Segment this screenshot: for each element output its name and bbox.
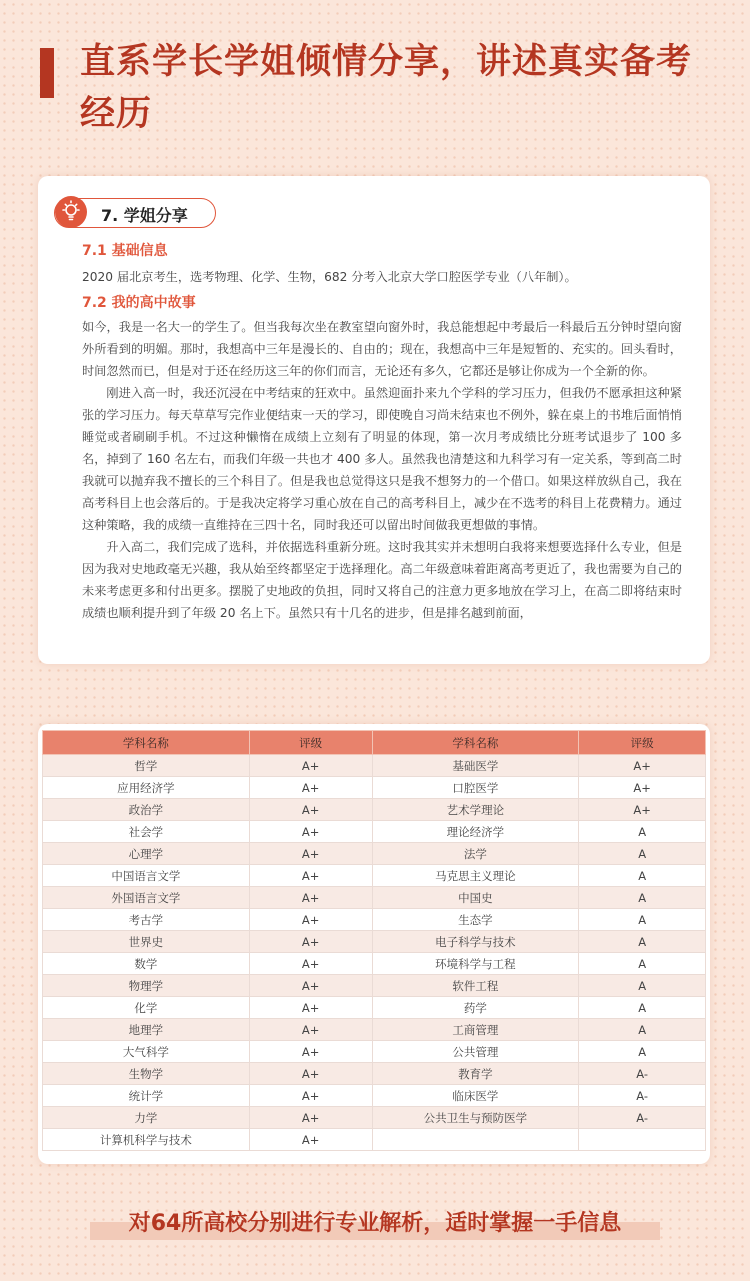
subject-name-cell: 力学 xyxy=(43,1107,250,1129)
subject-name-cell: 社会学 xyxy=(43,821,250,843)
table-row xyxy=(43,953,706,975)
subject-name-cell: 数学 xyxy=(43,953,250,975)
rating-cell: A xyxy=(579,1041,706,1063)
rating-cell: A+ xyxy=(249,909,372,931)
subject-name-cell: 工商管理 xyxy=(372,1019,579,1041)
subject-name-cell: 生态学 xyxy=(372,909,579,931)
table-row xyxy=(43,865,706,887)
subject-name-cell: 世界史 xyxy=(43,931,250,953)
story-body xyxy=(82,316,682,624)
section-pill xyxy=(54,198,216,228)
rating-cell: A+ xyxy=(579,777,706,799)
rating-cell: A xyxy=(579,931,706,953)
rating-cell: A+ xyxy=(249,843,372,865)
table-row xyxy=(43,821,706,843)
subject-name-cell: 政治学 xyxy=(43,799,250,821)
subject-name-cell: 化学 xyxy=(43,997,250,1019)
rating-cell: A xyxy=(579,843,706,865)
story-card xyxy=(38,176,710,664)
rating-cell: A+ xyxy=(249,1129,372,1151)
rating-cell: A+ xyxy=(249,1085,372,1107)
subject-name-cell: 物理学 xyxy=(43,975,250,997)
table-header-row xyxy=(43,731,706,755)
rating-cell: A+ xyxy=(249,755,372,777)
rating-cell: A+ xyxy=(249,953,372,975)
rating-cell: A+ xyxy=(249,1019,372,1041)
subject-name-cell: 教育学 xyxy=(372,1063,579,1085)
story-paragraph: 刚进入高一时，我还沉浸在中考结束的狂欢中。虽然迎面扑来九个学科的学习压力，但我仍不愿承担这种紧张的学习压力。每天草草写完作业便结束一天的学习，即使晚自习尚未结束也不例外，躲在桌上的书堆后面悄悄睡觉或者刷刷手机。不过这种懒惰在成绩上立刻有了明显的体现，第一次月考成绩比分班考试退步了 100 多名，掉到了 160 名左右，而我们年级一共也才 400 多人。虽然我也清楚这和九科学习有一定关系，等到高二时我就可以抛弃我不擅长的三个科目了。但是我也总觉得这只是我不想努力的一个借口。如果这样放纵自己，我在高考科目上也会落后的。于是我决定将学习重心放在自己的高考科目上，减少在不选考的科目上花费精力。通过这种策略，我的成绩一直维持在三四十名，同时我还可以留出时间做我更想做的事情。 xyxy=(82,386,682,532)
table-row xyxy=(43,931,706,953)
subject-name-cell: 计算机科学与技术 xyxy=(43,1129,250,1151)
column-header: 学科名称 xyxy=(372,731,579,755)
table-row xyxy=(43,887,706,909)
subsection-title-basic: 7.1 基础信息 xyxy=(82,243,168,259)
table-row xyxy=(43,1041,706,1063)
footer-caption: 对64所高校分别进行专业解析，适时掌握一手信息 xyxy=(128,1211,622,1236)
page-headline: 直系学长学姐倾情分享，讲述真实备考经历 xyxy=(80,42,693,134)
subject-name-cell: 中国语言文学 xyxy=(43,865,250,887)
rating-cell: A+ xyxy=(249,821,372,843)
rating-cell: A- xyxy=(579,1085,706,1107)
subsection-title-story: 7.2 我的高中故事 xyxy=(82,295,196,311)
subject-name-cell: 理论经济学 xyxy=(372,821,579,843)
rating-cell: A+ xyxy=(249,975,372,997)
table-row xyxy=(43,843,706,865)
subject-name-cell: 应用经济学 xyxy=(43,777,250,799)
story-paragraph: 如今，我是一名大一的学生了。但当我每次坐在教室望向窗外时，我总能想起中考最后一科最后五分钟时望向窗外所看到的明媚。那时，我想高中三年是漫长的、自由的；现在，我想高中三年是短暂的、充实的。回头看时，时间忽然而已，但是对于还在经历这三年的你们而言，无论还有多久，它都还是够让你成为一个全新的你。 xyxy=(82,320,682,378)
rating-cell: A xyxy=(579,975,706,997)
table-row xyxy=(43,1019,706,1041)
table-row xyxy=(43,1107,706,1129)
column-header: 评级 xyxy=(579,731,706,755)
rating-cell: A+ xyxy=(249,997,372,1019)
table-row xyxy=(43,1063,706,1085)
table-row xyxy=(43,777,706,799)
table-row xyxy=(43,975,706,997)
subject-name-cell: 口腔医学 xyxy=(372,777,579,799)
subject-name-cell: 药学 xyxy=(372,997,579,1019)
rating-cell: A+ xyxy=(249,887,372,909)
subject-name-cell: 统计学 xyxy=(43,1085,250,1107)
section-label: 7. 学姐分享 xyxy=(101,206,188,225)
basic-info-text: 2020 届北京考生，选考物理、化学、生物，682 分考入北京大学口腔医学专业（八年制）。 xyxy=(82,270,577,284)
table-row xyxy=(43,799,706,821)
rating-cell: A xyxy=(579,953,706,975)
subject-name-cell: 中国史 xyxy=(372,887,579,909)
column-header: 学科名称 xyxy=(43,731,250,755)
rating-cell: A+ xyxy=(249,931,372,953)
title-accent-bar xyxy=(40,48,54,98)
subject-name-cell: 地理学 xyxy=(43,1019,250,1041)
column-header: 评级 xyxy=(249,731,372,755)
table-row xyxy=(43,755,706,777)
table-row xyxy=(43,1129,706,1151)
subject-name-cell: 临床医学 xyxy=(372,1085,579,1107)
discipline-table-card xyxy=(38,724,710,1164)
subject-name-cell: 生物学 xyxy=(43,1063,250,1085)
subject-name-cell: 环境科学与工程 xyxy=(372,953,579,975)
rating-cell: A+ xyxy=(249,777,372,799)
rating-cell: A xyxy=(579,821,706,843)
subject-name-cell: 大气科学 xyxy=(43,1041,250,1063)
rating-cell xyxy=(579,1129,706,1151)
subject-name-cell: 软件工程 xyxy=(372,975,579,997)
subject-name-cell: 基础医学 xyxy=(372,755,579,777)
table-row xyxy=(43,997,706,1019)
rating-cell: A+ xyxy=(249,799,372,821)
subject-name-cell: 法学 xyxy=(372,843,579,865)
rating-cell: A+ xyxy=(249,1063,372,1085)
subject-name-cell: 马克思主义理论 xyxy=(372,865,579,887)
lightbulb-icon xyxy=(55,196,87,228)
table-row xyxy=(43,1085,706,1107)
story-paragraph: 升入高二，我们完成了选科，并依据选科重新分班。这时我其实并未想明白我将来想要选择什么专业，但是因为我对史地政毫无兴趣，我从始至终都坚定于选择理化。高二年级意味着距离高考更近了，我也需要为自己的未来考虑更多和付出更多。摆脱了史地政的负担，同时又将自己的注意力更多地放在学习上，在高二即将结束时成绩也顺利提升到了年级 20 名上下。虽然只有十几名的进步，但是排名越到前面， xyxy=(82,540,682,620)
subject-name-cell: 哲学 xyxy=(43,755,250,777)
rating-cell: A+ xyxy=(249,1041,372,1063)
rating-cell: A+ xyxy=(579,799,706,821)
rating-cell: A- xyxy=(579,1063,706,1085)
rating-cell: A+ xyxy=(579,755,706,777)
rating-cell: A xyxy=(579,997,706,1019)
subject-name-cell: 艺术学理论 xyxy=(372,799,579,821)
rating-cell: A xyxy=(579,887,706,909)
subject-name-cell: 电子科学与技术 xyxy=(372,931,579,953)
subject-name-cell: 外国语言文学 xyxy=(43,887,250,909)
rating-cell: A xyxy=(579,1019,706,1041)
subject-name-cell: 考古学 xyxy=(43,909,250,931)
subject-name-cell: 公共管理 xyxy=(372,1041,579,1063)
subject-name-cell: 心理学 xyxy=(43,843,250,865)
discipline-rating-table xyxy=(42,730,706,1151)
rating-cell: A xyxy=(579,909,706,931)
rating-cell: A+ xyxy=(249,1107,372,1129)
subject-name-cell: 公共卫生与预防医学 xyxy=(372,1107,579,1129)
rating-cell: A xyxy=(579,865,706,887)
rating-cell: A- xyxy=(579,1107,706,1129)
subject-name-cell xyxy=(372,1129,579,1151)
rating-cell: A+ xyxy=(249,865,372,887)
table-row xyxy=(43,909,706,931)
